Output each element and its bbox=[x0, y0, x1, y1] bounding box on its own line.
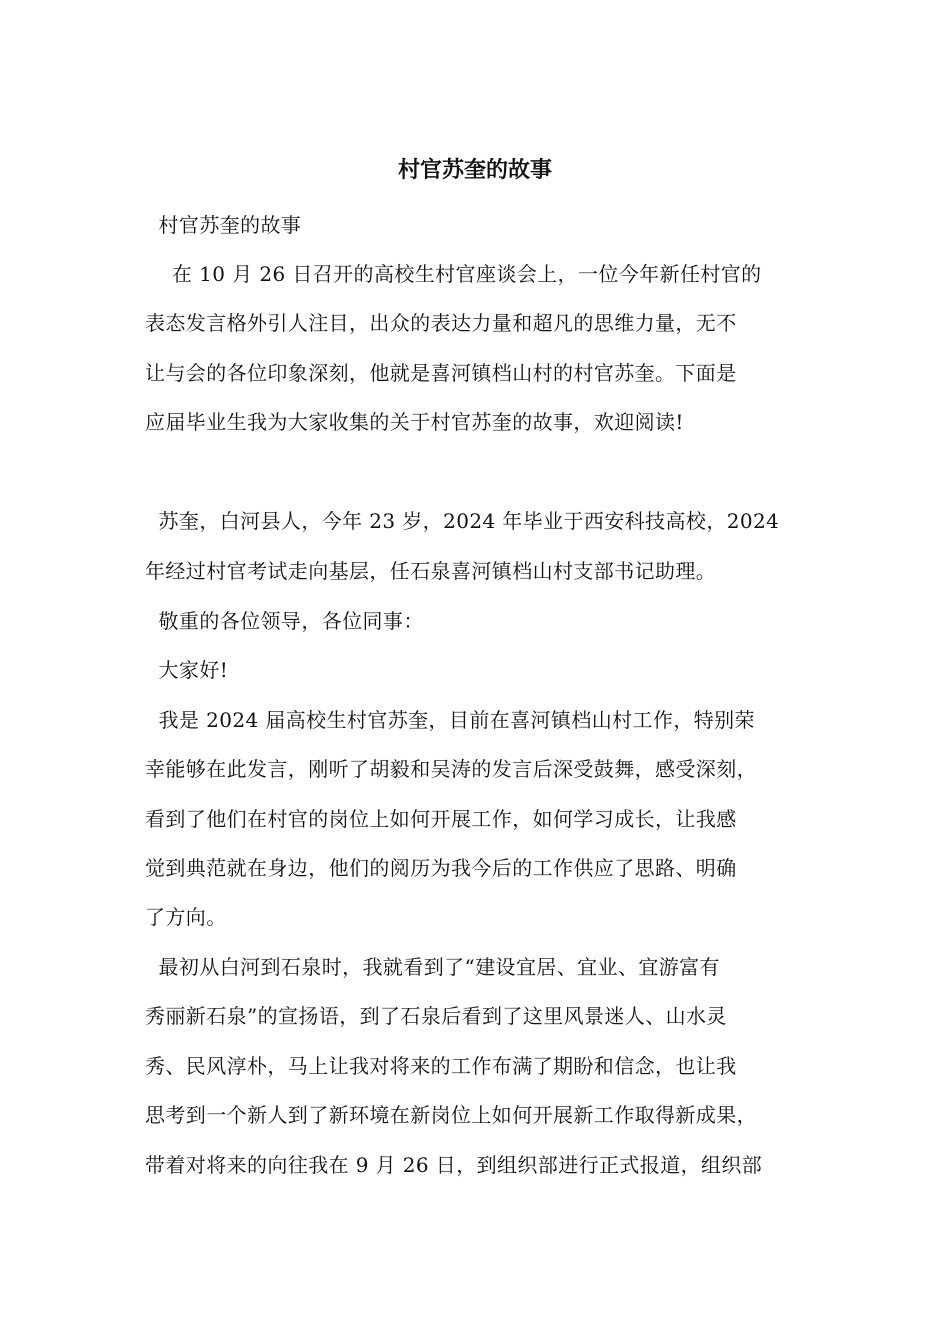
paragraph-line: 大家好! bbox=[145, 658, 229, 682]
paragraph-line: 思考到一个新人到了新环境在新岗位上如何开展新工作取得新成果， bbox=[145, 1103, 757, 1127]
paragraph-line: 了方向。 bbox=[145, 905, 227, 929]
paragraph-line: 秀、民风淳朴，马上让我对将来的工作布满了期盼和信念，也让我 bbox=[145, 1054, 737, 1078]
paragraph-line: 年经过村官考试走向基层，任石泉喜河镇档山村支部书记助理。 bbox=[145, 559, 717, 583]
paragraph-line: 最初从白河到石泉时，我就看到了“建设宜居、宜业、宜游富有 bbox=[145, 955, 720, 979]
paragraph-line: 秀丽新石泉”的宣扬语，到了石泉后看到了这里风景迷人、山水灵 bbox=[145, 1004, 727, 1028]
paragraph-line: 苏奎，白河县人，今年 23 岁，2024 年毕业于西安科技高校，2024 bbox=[145, 509, 780, 533]
paragraph-line: 看到了他们在村官的岗位上如何开展工作，如何学习成长，让我感 bbox=[145, 807, 737, 831]
paragraph-line: 敬重的各位领导，各位同事： bbox=[145, 609, 424, 633]
paragraph-line: 应届毕业生我为大家收集的关于村官苏奎的故事，欢迎阅读! bbox=[145, 410, 684, 434]
paragraph-line: 让与会的各位印象深刻，他就是喜河镇档山村的村官苏奎。下面是 bbox=[145, 361, 737, 385]
paragraph-line: 表态发言格外引人注目，出众的表达力量和超凡的思维力量，无不 bbox=[145, 311, 737, 335]
paragraph-line: 村官苏奎的故事 bbox=[145, 213, 302, 237]
paragraph-line: 我是 2024 届高校生村官苏奎，目前在喜河镇档山村工作，特别荣 bbox=[145, 708, 755, 732]
paragraph-line: 幸能够在此发言，刚听了胡毅和吴涛的发言后深受鼓舞，感受深刻， bbox=[145, 757, 757, 781]
paragraph-line: 带着对将来的向往我在 9 月 26 日，到组织部进行正式报道，组织部 bbox=[145, 1153, 763, 1177]
paragraph-line: 在 10 月 26 日召开的高校生村官座谈会上，一位今年新任村官的 bbox=[145, 262, 762, 286]
paragraph-line: 觉到典范就在身边，他们的阅历为我今后的工作供应了思路、明确 bbox=[145, 856, 737, 880]
document-title: 村官苏奎的故事 bbox=[397, 157, 552, 183]
